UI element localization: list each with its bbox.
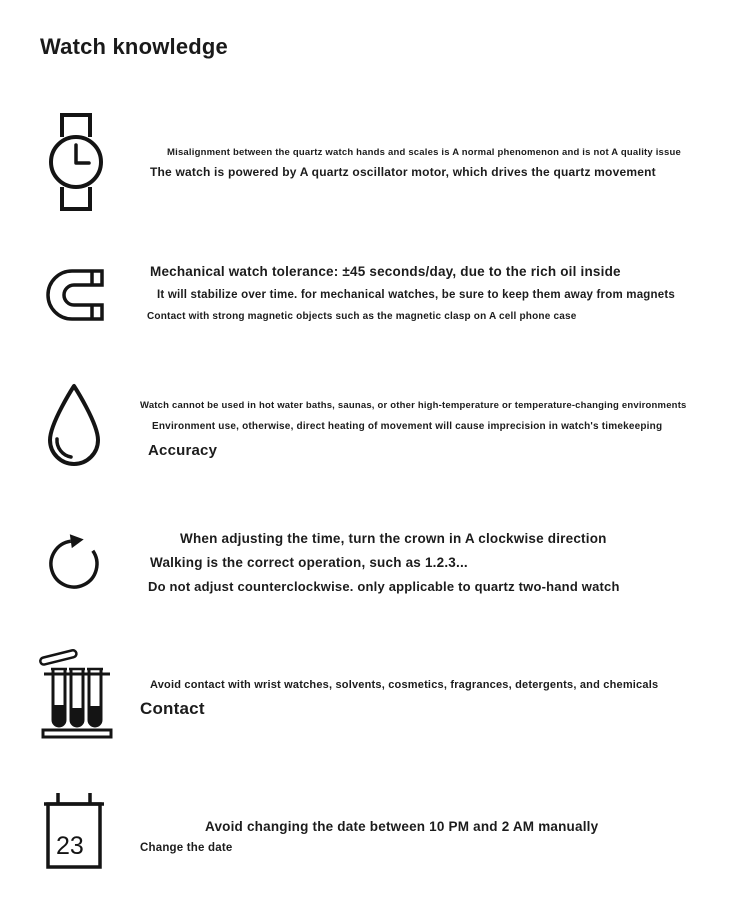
contact-heading: Contact: [140, 699, 205, 718]
date-change-warning-line: Avoid changing the date between 10 PM and 2 AM manually: [205, 819, 599, 834]
calendar-icon: [42, 791, 106, 871]
heat-environment-line: Environment use, otherwise, direct heating of movement will cause imprecision in watch's timekeeping: [152, 421, 663, 432]
calendar-day: 23: [56, 832, 84, 860]
magnet-icon: [44, 263, 106, 327]
water-drop-icon: [41, 381, 107, 471]
clockwise-rotation-icon: [44, 522, 108, 596]
accuracy-heading: Accuracy: [148, 442, 218, 459]
magnet-tolerance-line: Mechanical watch tolerance: ±45 seconds/day, due to the rich oil inside: [150, 264, 621, 279]
quartz-note-line: Misalignment between the quartz watch hands and scales is A normal phenomenon and is not A quality issue: [167, 147, 682, 158]
quartz-main-line: The watch is powered by A quartz oscillator motor, which drives the quartz movement: [150, 165, 656, 179]
magnet-contact-line: Contact with strong magnetic objects such as the magnetic clasp on A cell phone case: [147, 311, 577, 322]
heat-warning-line: Watch cannot be used in hot water baths, saunas, or other high-temperature or temperature-changing environments: [140, 400, 687, 411]
change-date-heading: Change the date: [140, 842, 233, 854]
test-tubes-icon: [38, 645, 116, 743]
magnet-stabilize-line: It will stabilize over time. for mechanical watches, be sure to keep them away from magnets: [157, 289, 675, 301]
crown-clockwise-line: When adjusting the time, turn the crown in A clockwise direction: [180, 531, 607, 546]
quartz-watch-icon: [45, 112, 107, 212]
counterclockwise-warning-line: Do not adjust counterclockwise. only applicable to quartz two-hand watch: [148, 579, 620, 594]
page-title: Watch knowledge: [40, 34, 228, 59]
chemicals-warning-line: Avoid contact with wrist watches, solvents, cosmetics, fragrances, detergents, and chemicals: [150, 679, 659, 691]
walking-operation-line: Walking is the correct operation, such as 1.2.3...: [150, 555, 468, 570]
